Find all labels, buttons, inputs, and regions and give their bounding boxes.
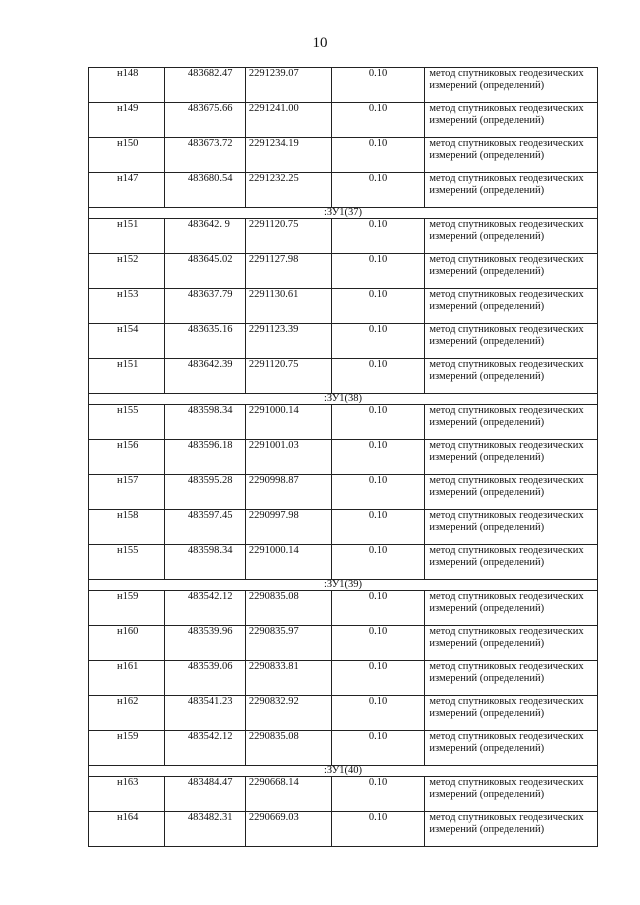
table-row [89,440,598,475]
point-name-cell: н164 [89,812,165,847]
table-row [89,545,598,580]
point-name-cell: н149 [89,103,165,138]
table-row [89,696,598,731]
accuracy-cell: 0.10 [331,777,425,812]
accuracy-cell: 0.10 [331,626,425,661]
accuracy-cell: 0.10 [331,475,425,510]
point-name-cell: н162 [89,696,165,731]
accuracy-cell: 0.10 [331,219,425,254]
table-row [89,359,598,394]
x-coordinate-cell: 483484.47 [164,777,245,812]
x-coordinate-cell: 483682.47 [164,68,245,103]
table-row [89,475,598,510]
y-coordinate-cell: 2291120.75 [245,219,331,254]
method-cell: метод спутниковых геодезических измерений (определений) [425,103,598,138]
group-label: :ЗУ1(37) [89,208,598,219]
page-number: 10 [312,35,328,51]
point-name-cell: н159 [89,591,165,626]
method-cell: метод спутниковых геодезических измерений (определений) [425,289,598,324]
y-coordinate-cell: 2291120.75 [245,359,331,394]
method-cell: метод спутниковых геодезических измерений (определений) [425,138,598,173]
y-coordinate-cell: 2290835.08 [245,731,331,766]
x-coordinate-cell: 483539.06 [164,661,245,696]
x-coordinate-cell: 483596.18 [164,440,245,475]
y-coordinate-cell: 2291234.19 [245,138,331,173]
point-name-cell: н148 [89,68,165,103]
accuracy-cell: 0.10 [331,103,425,138]
x-coordinate-cell: 483595.28 [164,475,245,510]
method-cell: метод спутниковых геодезических измерений (определений) [425,173,598,208]
x-coordinate-cell: 483637.79 [164,289,245,324]
x-coordinate-cell: 483542.12 [164,591,245,626]
y-coordinate-cell: 2291123.39 [245,324,331,359]
method-cell: метод спутниковых геодезических измерений (определений) [425,359,598,394]
y-coordinate-cell: 2291130.61 [245,289,331,324]
y-coordinate-cell: 2291001.03 [245,440,331,475]
accuracy-cell: 0.10 [331,440,425,475]
y-coordinate-cell: 2290998.87 [245,475,331,510]
accuracy-cell: 0.10 [331,254,425,289]
point-name-cell: н155 [89,405,165,440]
accuracy-cell: 0.10 [331,510,425,545]
y-coordinate-cell: 2291000.14 [245,405,331,440]
table-row [89,591,598,626]
accuracy-cell: 0.10 [331,731,425,766]
y-coordinate-cell: 2290997.98 [245,510,331,545]
table-row [89,661,598,696]
table-row [89,777,598,812]
point-name-cell: н160 [89,626,165,661]
method-cell: метод спутниковых геодезических измерений (определений) [425,405,598,440]
group-header-row [89,208,598,219]
table-row [89,812,598,847]
table-row [89,68,598,103]
point-name-cell: н158 [89,510,165,545]
method-cell: метод спутниковых геодезических измерений (определений) [425,219,598,254]
table-row [89,219,598,254]
point-name-cell: н147 [89,173,165,208]
accuracy-cell: 0.10 [331,138,425,173]
accuracy-cell: 0.10 [331,696,425,731]
accuracy-cell: 0.10 [331,173,425,208]
accuracy-cell: 0.10 [331,405,425,440]
method-cell: метод спутниковых геодезических измерений (определений) [425,68,598,103]
accuracy-cell: 0.10 [331,591,425,626]
accuracy-cell: 0.10 [331,324,425,359]
table-row [89,138,598,173]
point-name-cell: н154 [89,324,165,359]
point-name-cell: н159 [89,731,165,766]
x-coordinate-cell: 483598.34 [164,405,245,440]
group-label: :ЗУ1(39) [89,580,598,591]
table-row [89,173,598,208]
point-name-cell: н152 [89,254,165,289]
x-coordinate-cell: 483539.96 [164,626,245,661]
accuracy-cell: 0.10 [331,661,425,696]
x-coordinate-cell: 483645.02 [164,254,245,289]
method-cell: метод спутниковых геодезических измерений (определений) [425,626,598,661]
accuracy-cell: 0.10 [331,359,425,394]
x-coordinate-cell: 483635.16 [164,324,245,359]
y-coordinate-cell: 2290668.14 [245,777,331,812]
coordinates-table [88,67,598,847]
method-cell: метод спутниковых геодезических измерений (определений) [425,324,598,359]
x-coordinate-cell: 483680.54 [164,173,245,208]
table-row [89,103,598,138]
method-cell: метод спутниковых геодезических измерений (определений) [425,777,598,812]
point-name-cell: н151 [89,359,165,394]
x-coordinate-cell: 483541.23 [164,696,245,731]
method-cell: метод спутниковых геодезических измерений (определений) [425,731,598,766]
x-coordinate-cell: 483673.72 [164,138,245,173]
accuracy-cell: 0.10 [331,289,425,324]
method-cell: метод спутниковых геодезических измерений (определений) [425,475,598,510]
group-header-row [89,766,598,777]
y-coordinate-cell: 2290835.97 [245,626,331,661]
x-coordinate-cell: 483598.34 [164,545,245,580]
point-name-cell: н156 [89,440,165,475]
coordinates-table-body [89,68,598,847]
y-coordinate-cell: 2291239.07 [245,68,331,103]
x-coordinate-cell: 483597.45 [164,510,245,545]
method-cell: метод спутниковых геодезических измерений (определений) [425,440,598,475]
table-row [89,289,598,324]
table-row [89,731,598,766]
table-row [89,510,598,545]
point-name-cell: н153 [89,289,165,324]
y-coordinate-cell: 2291127.98 [245,254,331,289]
point-name-cell: н163 [89,777,165,812]
group-label: :ЗУ1(40) [89,766,598,777]
method-cell: метод спутниковых геодезических измерений (определений) [425,812,598,847]
y-coordinate-cell: 2291000.14 [245,545,331,580]
method-cell: метод спутниковых геодезических измерений (определений) [425,254,598,289]
method-cell: метод спутниковых геодезических измерений (определений) [425,510,598,545]
x-coordinate-cell: 483642. 9 [164,219,245,254]
method-cell: метод спутниковых геодезических измерений (определений) [425,545,598,580]
accuracy-cell: 0.10 [331,68,425,103]
y-coordinate-cell: 2290835.08 [245,591,331,626]
y-coordinate-cell: 2291232.25 [245,173,331,208]
table-row [89,626,598,661]
group-label: :ЗУ1(38) [89,394,598,405]
x-coordinate-cell: 483675.66 [164,103,245,138]
y-coordinate-cell: 2291241.00 [245,103,331,138]
table-row [89,254,598,289]
point-name-cell: н150 [89,138,165,173]
method-cell: метод спутниковых геодезических измерений (определений) [425,696,598,731]
method-cell: метод спутниковых геодезических измерений (определений) [425,591,598,626]
point-name-cell: н161 [89,661,165,696]
accuracy-cell: 0.10 [331,812,425,847]
group-header-row [89,394,598,405]
point-name-cell: н157 [89,475,165,510]
accuracy-cell: 0.10 [331,545,425,580]
point-name-cell: н155 [89,545,165,580]
x-coordinate-cell: 483542.12 [164,731,245,766]
group-header-row [89,580,598,591]
x-coordinate-cell: 483642.39 [164,359,245,394]
y-coordinate-cell: 2290833.81 [245,661,331,696]
x-coordinate-cell: 483482.31 [164,812,245,847]
point-name-cell: н151 [89,219,165,254]
y-coordinate-cell: 2290832.92 [245,696,331,731]
table-row [89,405,598,440]
y-coordinate-cell: 2290669.03 [245,812,331,847]
method-cell: метод спутниковых геодезических измерений (определений) [425,661,598,696]
table-row [89,324,598,359]
